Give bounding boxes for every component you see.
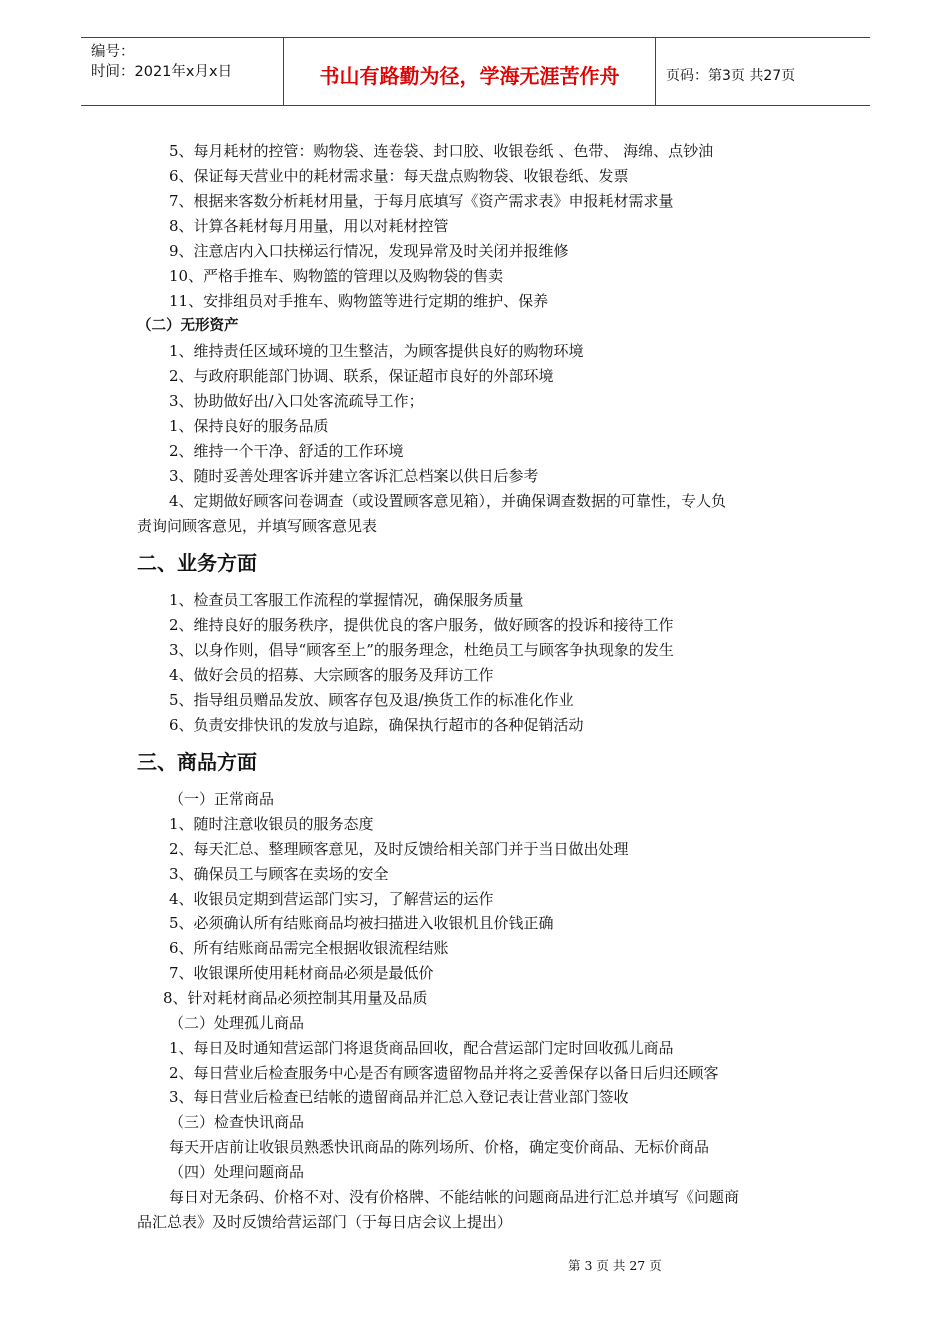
list-item: 6、所有结账商品需完全根据收银流程结账 [169, 939, 449, 957]
list-item: 8、针对耗材商品必须控制其用量及品质 [163, 989, 428, 1007]
list-item: 4、定期做好顾客问卷调查（或设置顾客意见箱），并确保调查数据的可靠性，专人负 [169, 492, 727, 510]
list-item: 5、必须确认所有结账商品均被扫描进入收银机且价钱正确 [169, 914, 554, 932]
list-item: 3、协助做好出/入口处客流疏导工作； [169, 392, 424, 410]
time-label: 时间：2021年x月x日 [91, 64, 233, 80]
list-item: 4、收银员定期到营运部门实习，了解营运的运作 [169, 890, 494, 908]
subsection-title-problem: （四）处理问题商品 [169, 1163, 305, 1181]
subsection-title-flyer: （三）检查快讯商品 [169, 1113, 305, 1131]
list-item: 9、注意店内入口扶梯运行情况，发现异常及时关闭并报维修 [169, 242, 569, 260]
list-item: 10、严格手推车、购物篮的管理以及购物袋的售卖 [169, 267, 504, 285]
list-item: 1、检查员工客服工作流程的掌握情况，确保服务质量 [169, 591, 524, 609]
header-motto: 书山有路勤为径，学海无涯苦作舟 [284, 38, 656, 105]
list-item: 2、维持良好的服务秩序，提供优良的客户服务，做好顾客的投诉和接待工作 [169, 616, 674, 634]
subsection-title-orphan: （二）处理孤儿商品 [169, 1014, 305, 1032]
list-item: 3、每日营业后检查已结帐的遗留商品并汇总入登记表让营业部门签收 [169, 1088, 629, 1106]
list-item: 3、以身作则，倡导“顾客至上”的服务理念，杜绝员工与顾客争执现象的发生 [169, 641, 674, 659]
header-page-info: 页码：第3页 共27页 [666, 67, 796, 84]
list-item: 5、指导组员赠品发放、顾客存包及退/换货工作的标准化作业 [169, 691, 574, 709]
page-footer: 第 3 页 共 27 页 [568, 1258, 662, 1273]
list-item: 1、维持责任区域环境的卫生整洁，为顾客提供良好的购物环境 [169, 342, 584, 360]
list-item: 4、做好会员的招募、大宗顾客的服务及拜访工作 [169, 666, 494, 684]
list-item: 3、确保员工与顾客在卖场的安全 [169, 865, 389, 883]
section-heading-business: 二、业务方面 [137, 551, 257, 575]
list-item: 8、计算各耗材每月用量，用以对耗材控管 [169, 217, 449, 235]
subsection-title-normal: （一）正常商品 [169, 790, 275, 808]
list-item: 7、根据来客数分析耗材用量，于每月底填写《资产需求表》申报耗材需求量 [169, 192, 674, 210]
section-heading-goods: 三、商品方面 [137, 750, 257, 774]
paragraph-problem-continued: 品汇总表》及时反馈给营运部门（于每日店会议上提出） [137, 1213, 513, 1231]
list-item: 6、保证每天营业中的耗材需求量：每天盘点购物袋、收银卷纸、发票 [169, 167, 629, 185]
list-item: 5、每月耗材的控管：购物袋、连卷袋、封口胶、收银卷纸 、色带、 海绵、点钞油 [169, 142, 714, 160]
list-item: 1、随时注意收银员的服务态度 [169, 815, 374, 833]
list-item: 2、每天汇总、整理顾客意见，及时反馈给相关部门并于当日做出处理 [169, 840, 629, 858]
subsection-title-intangible: （二）无形资产 [137, 318, 239, 334]
list-item: 2、维持一个干净、舒适的工作环境 [169, 442, 404, 460]
number-label: 编号： [91, 44, 135, 60]
header-meta [81, 38, 284, 105]
list-item: 1、每日及时通知营运部门将退货商品回收，配合营运部门定时回收孤儿商品 [169, 1039, 674, 1057]
list-item: 3、随时妥善处理客诉并建立客诉汇总档案以供日后参考 [169, 467, 539, 485]
page-header [81, 37, 870, 106]
list-item: 2、每日营业后检查服务中心是否有顾客遗留物品并将之妥善保存以备日后归还顾客 [169, 1064, 719, 1082]
paragraph-problem: 每日对无条码、价格不对、没有价格牌、不能结帐的问题商品进行汇总并填写《问题商 [169, 1188, 740, 1206]
list-item: 6、负责安排快讯的发放与追踪，确保执行超市的各种促销活动 [169, 716, 584, 734]
list-item: 1、保持良好的服务品质 [169, 417, 329, 435]
list-item: 11、安排组员对手推车、购物篮等进行定期的维护、保养 [169, 292, 549, 310]
paragraph-flyer: 每天开店前让收银员熟悉快讯商品的陈列场所、价格，确定变价商品、无标价商品 [169, 1138, 710, 1156]
list-item: 7、收银课所使用耗材商品必须是最低价 [169, 964, 434, 982]
list-item-continued: 责询问顾客意见，并填写顾客意见表 [137, 517, 378, 535]
list-item: 2、与政府职能部门协调、联系，保证超市良好的外部环境 [169, 367, 554, 385]
